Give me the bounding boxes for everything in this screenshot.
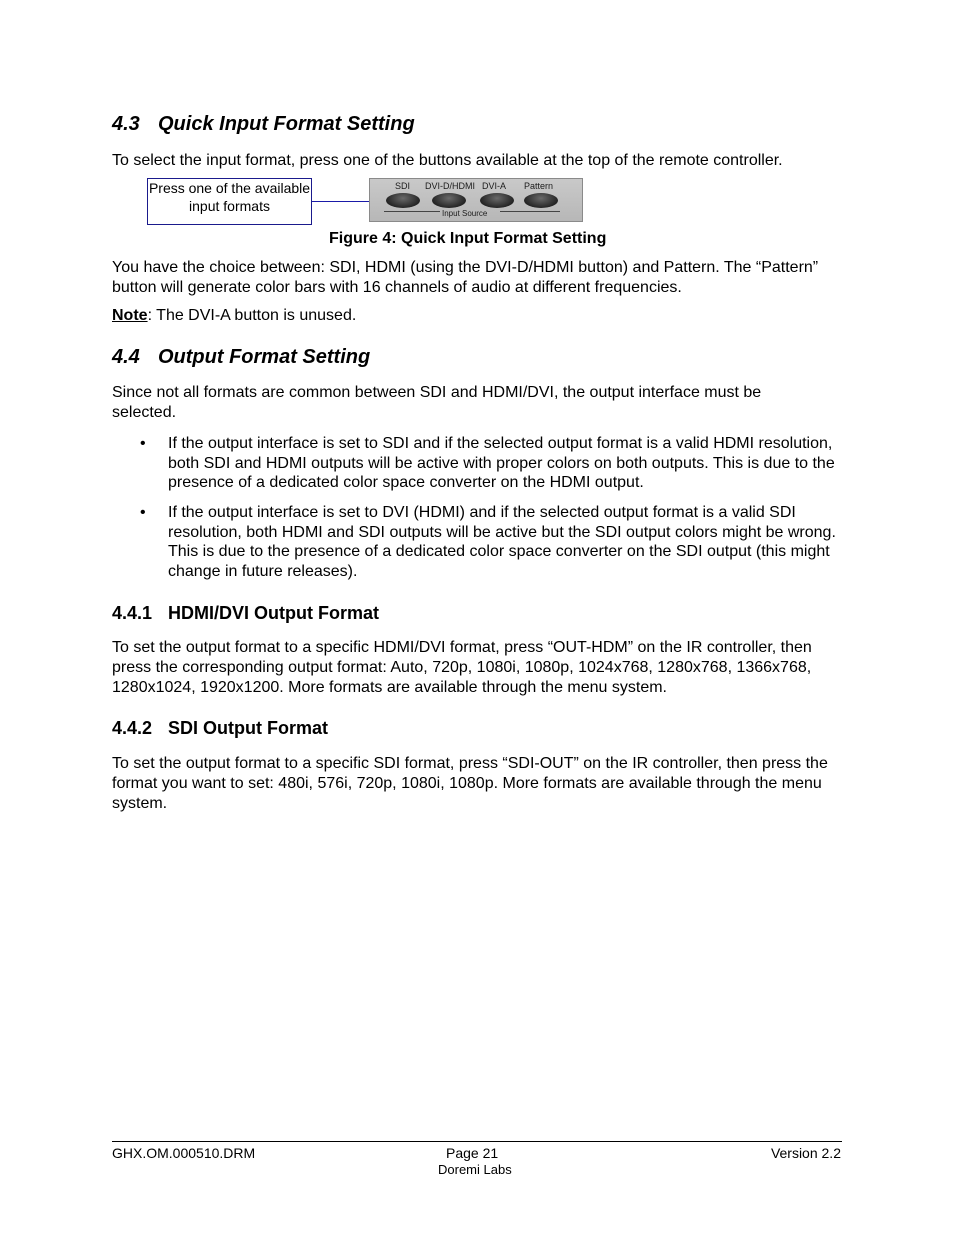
dvi-a-button-graphic [480,193,514,208]
section-heading-4-4-1 [112,602,379,624]
note-text: : The DVI-A button is unused. [147,307,357,324]
footer-version: Version 2.2 [770,1145,841,1161]
button-label-sdi: SDI [395,181,411,191]
input-source-bracket-left [384,211,440,212]
note-paragraph [112,306,844,326]
button-label-pattern: Pattern [524,181,554,191]
section-number: 4.4.1 [112,603,153,623]
section-number: 4.4 [112,346,140,368]
section-number: 4.3 [112,113,140,135]
section-4-3-paragraph: You have the choice between: SDI, HDMI (using the DVI-D/HDMI button) and Pattern. The “Pattern” button will generate color bars with 16 channels of audio at different frequencies. [112,259,819,296]
section-title: HDMI/DVI Output Format [168,603,379,623]
remote-controller-photo [369,178,583,222]
footer-page-number: Page 21 [446,1145,499,1161]
input-source-label: Input Source [442,209,488,218]
input-source-bracket-right [500,211,560,212]
section-heading-4-3 [112,112,415,136]
bullet-dot: • [140,504,146,521]
sdi-button-graphic [386,193,420,208]
bullet-item [112,434,852,493]
button-label-dvi-d-hdmi: DVI-D/HDMI [425,181,475,191]
dvi-d-hdmi-button-graphic [432,193,466,208]
footer-company: Doremi Labs [438,1162,512,1177]
figure-caption: Figure 4: Quick Input Format Setting [329,230,607,247]
pattern-button-graphic [524,193,558,208]
section-heading-4-4-2 [112,717,328,739]
callout-text: Press one of the available input formats [148,180,311,214]
button-label-dvi-a: DVI-A [482,181,507,191]
section-4-4-1-text: To set the output format to a specific HDMI/DVI format, press “OUT-HDM” on the IR controller, then press the corresponding output format: Auto, 720p, 1080i, 1080p, 1024x768, 1280x768, 1366x768, 1280x1024, 1920x1200. More formats are available through the menu system. [112,639,812,696]
section-4-3-intro: To select the input format, press one of the buttons available at the top of the remote controller. [112,152,783,169]
footer-divider [112,1141,842,1142]
section-title: Quick Input Format Setting [158,113,415,135]
footer-doc-id: GHX.OM.000510.DRM [112,1145,256,1161]
section-title: Output Format Setting [158,346,371,368]
section-4-4-intro: Since not all formats are common between SDI and HDMI/DVI, the output interface must be selected. [112,384,762,421]
bullet-text: If the output interface is set to DVI (HDMI) and if the selected output format is a valid SDI resolution, both HDMI and SDI outputs will be active but the SDI output colors might be wrong. This is due to the presence of a dedicated color space converter on the SDI output (this might change in future releases). [168,504,836,580]
section-title: SDI Output Format [168,718,328,738]
bullet-dot: • [140,435,146,452]
figure-callout-box [147,178,312,225]
section-heading-4-4 [112,345,370,369]
section-number: 4.4.2 [112,718,153,738]
section-4-4-2-text: To set the output format to a specific SDI format, press “SDI-OUT” on the IR controller, then press the format you want to set: 480i, 576i, 720p, 1080i, 1080p. More formats are available through the menu system. [112,755,828,812]
bullet-text: If the output interface is set to SDI and if the selected output format is a valid HDMI resolution, both SDI and HDMI outputs will be active with proper colors on both outputs. This is due to the presence of a dedicated color space converter on the HDMI output. [168,435,835,492]
note-label: Note [112,307,148,324]
bullet-item [112,503,852,581]
